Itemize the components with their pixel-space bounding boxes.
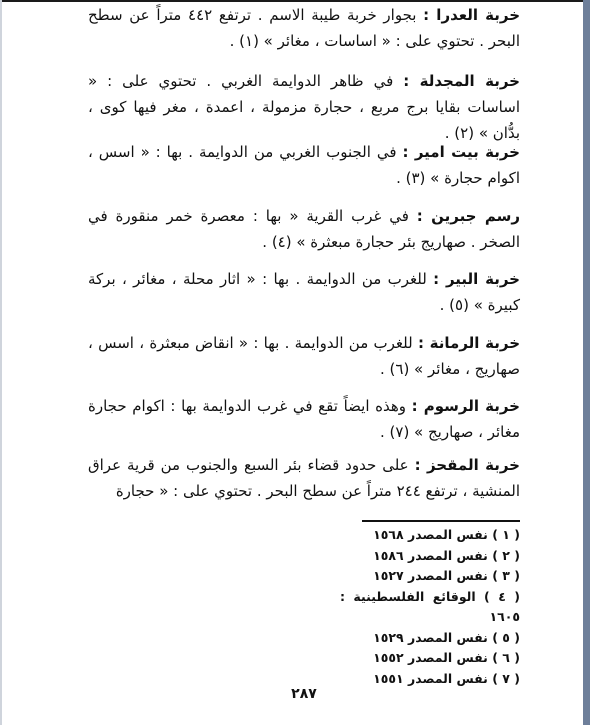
entry-term: خربة المجدلة :	[403, 72, 520, 90]
page-number: ٢٨٧	[291, 686, 317, 702]
footnote: ( ٣ ) نفس المصدر ١٥٢٧	[373, 568, 520, 583]
entry-khirbet-beit-amir	[88, 139, 520, 191]
entry-text: للغرب من الدوايمة . بها : « اثار محلة ، مغائر ، بركة كبيرة » (٥) .	[88, 270, 520, 314]
footnote: ( ٢ ) نفس المصدر ١٥٨٦	[373, 547, 520, 563]
entry-term: رسم جبرين :	[416, 207, 520, 225]
entry-text: للغرب من الدوايمة . بها : « انقاض مبعثرة ، اسس ، صهاريج ، مغائر » (٦) .	[88, 334, 520, 378]
footnote-divider	[362, 520, 520, 522]
entry-term: خربة البير :	[433, 270, 520, 288]
entry-term: خربة العدرا :	[423, 6, 521, 24]
entry-text: وهذه ايضاً تقع في غرب الدوايمة بها : اكوام حجارة مغائر ، صهاريج » (٧) .	[88, 397, 520, 441]
footnote: ( ٦ ) نفس المصدر ١٥٥٢	[373, 650, 520, 665]
entry-rasm-jibrin	[88, 203, 520, 255]
entry-term: خربة بيت امير :	[402, 143, 520, 161]
entry-text: في الجنوب الغربي من الدوايمة . بها : « اسس ، اكوام حجارة » (٣) .	[88, 143, 520, 187]
entry-khirbet-al-bir	[88, 266, 520, 318]
footnote: ( ٥ ) نفس المصدر ١٥٢٩	[373, 629, 520, 645]
footnote: ( ٧ ) نفس المصدر ١٥٥١	[373, 670, 520, 686]
entry-term: خربة المقحز :	[414, 456, 520, 474]
entry-text: في غرب القرية « بها : معصرة خمر منقورة في الصخر . صهاريج بئر حجارة مبعثرة » (٤) .	[88, 207, 520, 251]
entry-term: خربة الرمانة :	[417, 334, 521, 352]
entry-khirbet-al-rummana	[88, 330, 520, 382]
entry-term: خربة الرسوم :	[411, 397, 520, 415]
entry-khirbet-al-maqhaz	[88, 452, 520, 504]
window-left-border	[0, 0, 2, 725]
entry-khirbet-al-adra	[88, 2, 520, 54]
entry-khirbet-al-majdala	[88, 68, 520, 146]
entry-text: على حدود قضاء بئر السبع والجنوب من قرية عراق المنشية ، ترتفع ٢٤٤ متراً عن سطح البحر . تحتوي على : « حجارة	[88, 456, 520, 500]
entry-text: بجوار خربة طيبة الاسم . ترتفع ٤٤٢ متراً عن سطح البحر . تحتوي على : « اساسات ، مغائر » (١) .	[88, 6, 520, 50]
entry-khirbet-al-rusum	[88, 393, 520, 445]
footnote: ( ١ ) نفس المصدر ١٥٦٨	[373, 527, 520, 542]
footnotes-list	[340, 525, 520, 689]
entry-text: في ظاهر الدوايمة الغربي . تحتوي على : « اساسات بقايا برج مربع ، حجارة مزمولة ، اعمدة ، مغر فيها كوى ، بدُّان » (٢) .	[88, 72, 520, 142]
footnote: ( ٤ ) الوقائع الفلسطينية : ١٦٠٥	[340, 588, 520, 624]
window-scrollbar[interactable]	[583, 0, 590, 725]
